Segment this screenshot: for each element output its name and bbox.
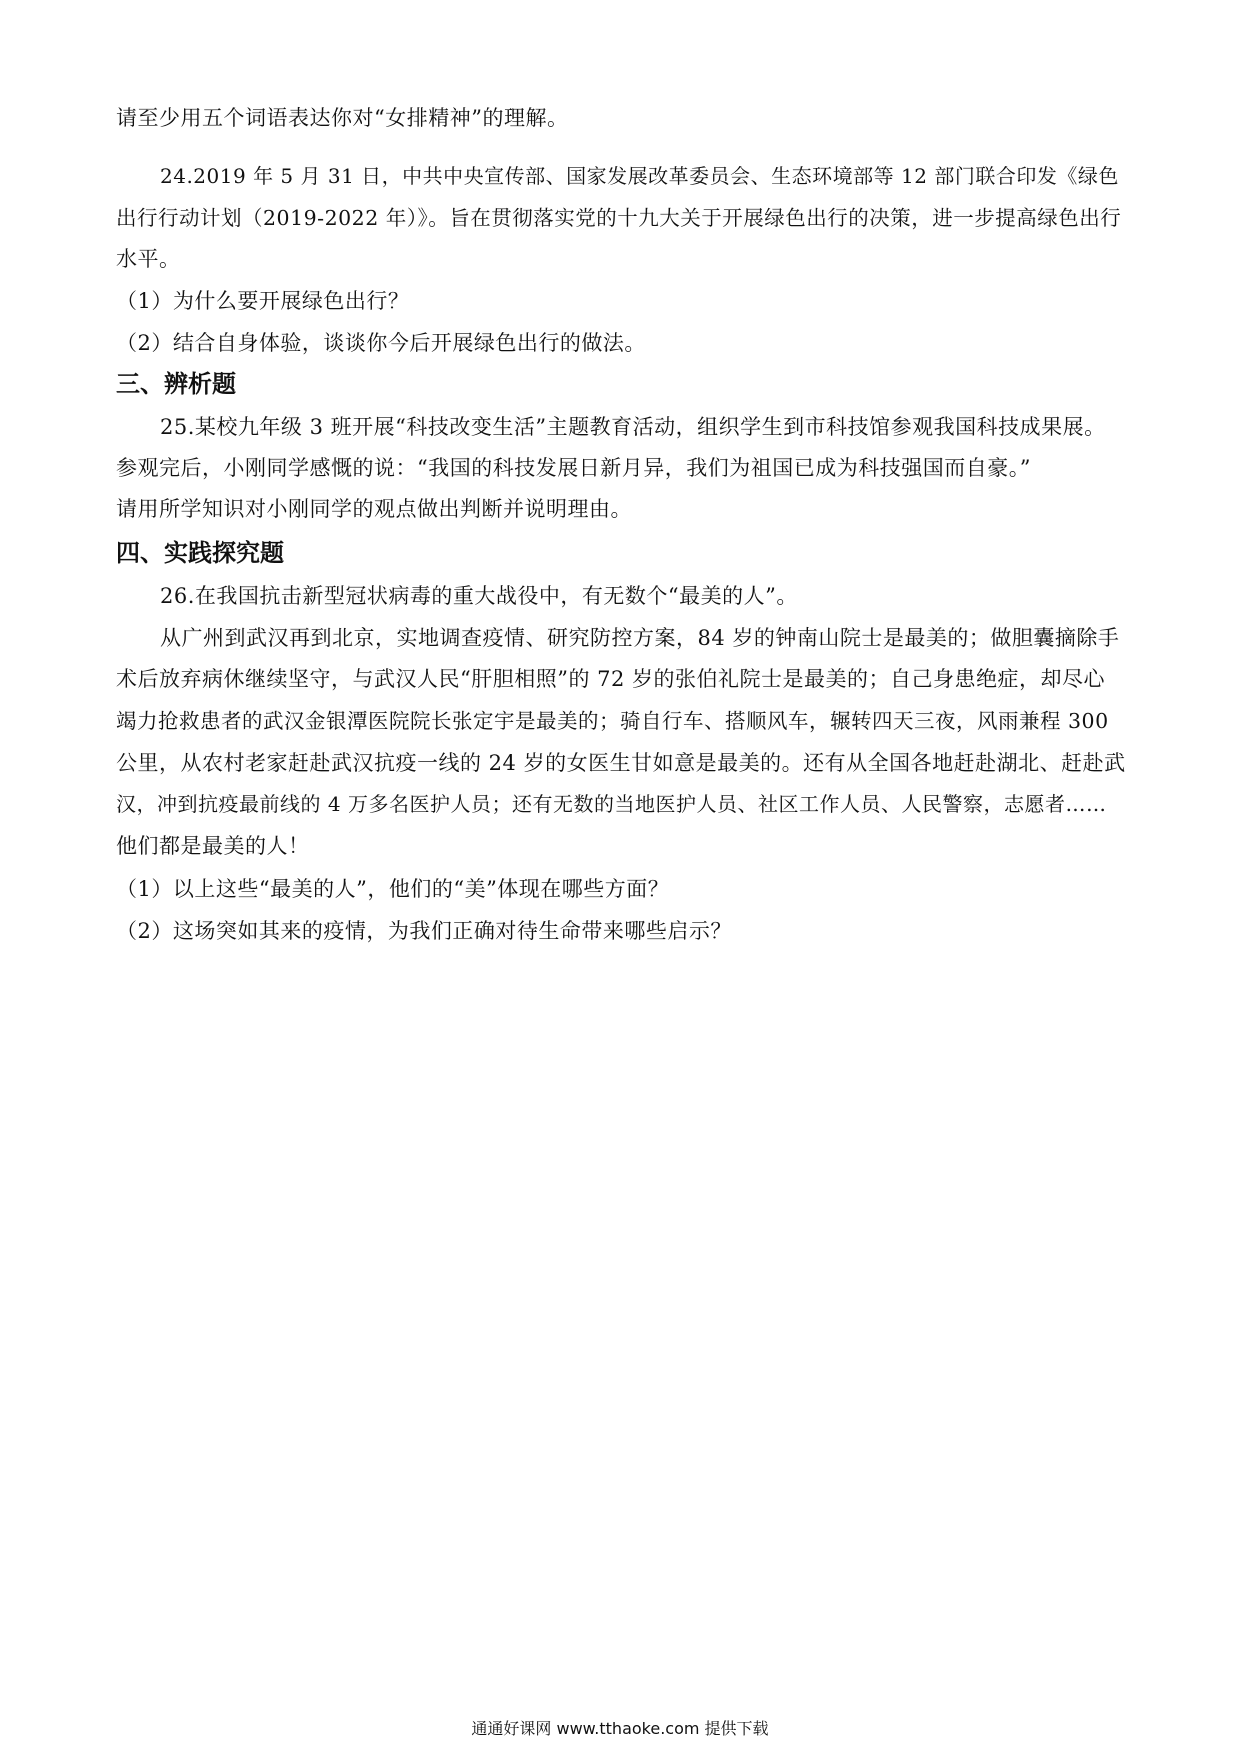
q26-para-line-6: 他们都是最美的人！ — [116, 834, 310, 858]
q26-para-line-5: 汉，冲到抗疫最前线的 4 万多名医护人员；还有无数的当地医护人员、社区工作人员、人民警察，志愿者…… — [116, 792, 1107, 816]
q26-title: 26.在我国抗击新型冠状病毒的重大战役中，有无数个“最美的人”。 — [160, 584, 798, 608]
q25-line-2: 参观完后，小刚同学感慨的说：“我国的科技发展日新月异，我们为祖国已成为科技强国而自豪。” — [116, 456, 1031, 480]
q24-line-2: 出行行动计划（2019-2022 年）》。旨在贯彻落实党的十九大关于开展绿色出行的决策，进一步提高绿色出行 — [116, 206, 1122, 230]
q26-sub-question-2: （2）这场突如其来的疫情，为我们正确对待生命带来哪些启示？ — [116, 919, 732, 943]
section-3-heading: 三、辨析题 — [116, 370, 236, 398]
q26-sub-question-1: （1）以上这些“最美的人”，他们的“美”体现在哪些方面？ — [116, 877, 670, 901]
q26-para-line-4: 公里，从农村老家赶赴武汉抗疫一线的 24 岁的女医生甘如意是最美的。还有从全国各地赶赴湖北、赶赴武 — [116, 751, 1126, 775]
q25-line-1: 25.某校九年级 3 班开展“科技改变生活”主题教育活动，组织学生到市科技馆参观我国科技成果展。 — [160, 415, 1106, 439]
section-4-heading: 四、实践探究题 — [116, 539, 284, 567]
intro-line: 请至少用五个词语表达你对“女排精神”的理解。 — [116, 106, 569, 130]
q24-sub-question-1: （1）为什么要开展绿色出行？ — [116, 289, 410, 313]
q24-line-3: 水平。 — [116, 247, 181, 271]
q24-line-1: 24.2019 年 5 月 31 日，中共中央宣传部、国家发展改革委员会、生态环境部等 12 部门联合印发《绿色 — [160, 164, 1119, 188]
q25-line-3: 请用所学知识对小刚同学的观点做出判断并说明理由。 — [116, 497, 632, 521]
q26-para-line-2: 术后放弃病休继续坚守，与武汉人民“肝胆相照”的 72 岁的张伯礼院士是最美的；自己身患绝症，却尽心 — [116, 667, 1106, 691]
q26-para-line-1: 从广州到武汉再到北京，实地调查疫情、研究防控方案，84 岁的钟南山院士是最美的；做胆囊摘除手 — [160, 626, 1120, 650]
footer-source: 通通好课网 www.tthaoke.com 提供下载 — [471, 1719, 769, 1738]
q26-para-line-3: 竭力抢救患者的武汉金银潭医院院长张定宇是最美的；骑自行车、搭顺风车，辗转四天三夜，风雨兼程 300 — [116, 709, 1109, 733]
q24-sub-question-2: （2）结合自身体验，谈谈你今后开展绿色出行的做法。 — [116, 331, 646, 355]
